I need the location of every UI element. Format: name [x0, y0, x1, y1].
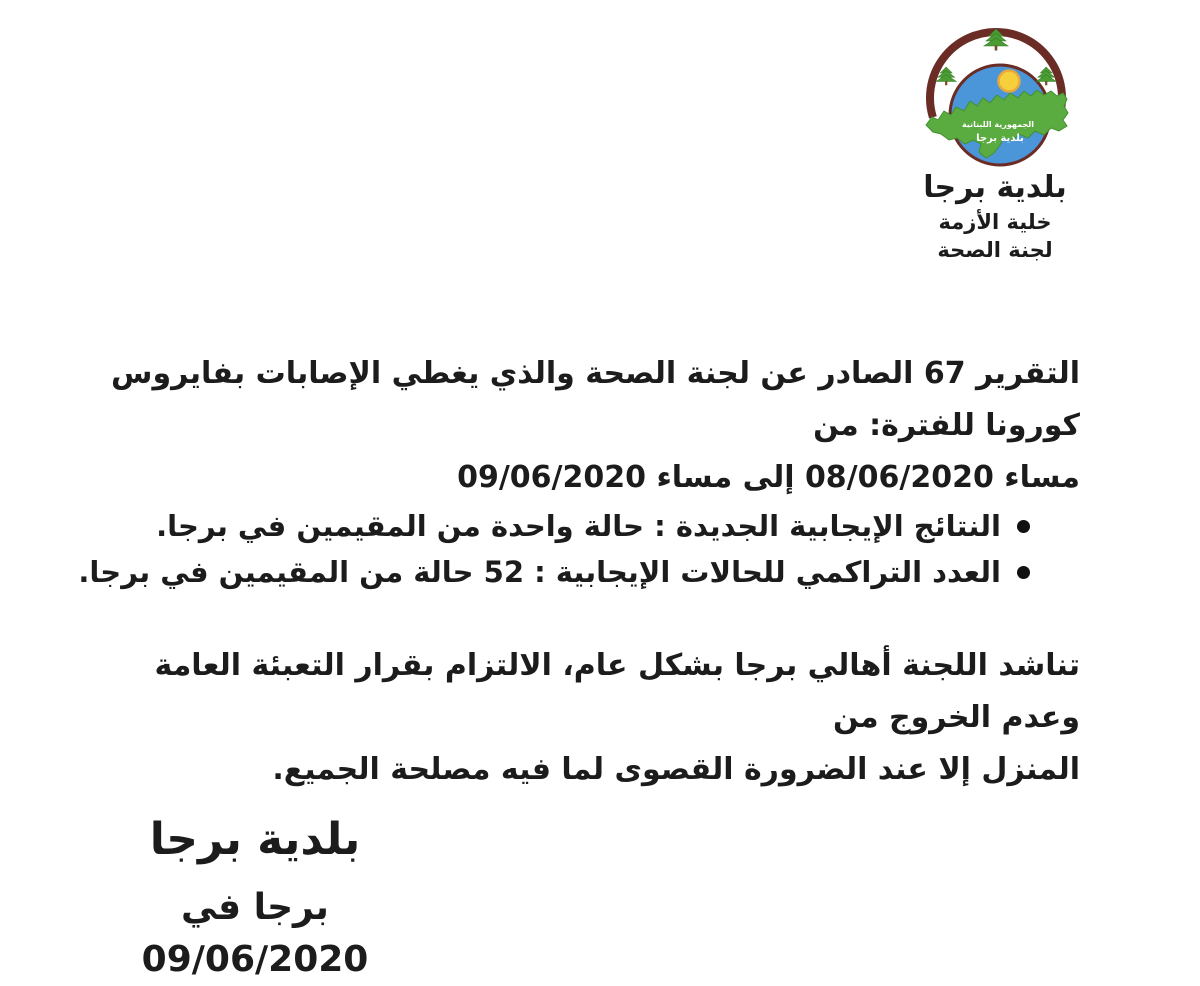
report-title-paragraph	[98, 348, 1080, 504]
crisis-cell-title: خلية الأزمة	[938, 210, 1052, 234]
bullet-marker-icon	[1017, 520, 1030, 533]
org-name-title: بلدية برجا	[923, 170, 1067, 205]
sun-icon	[999, 71, 1020, 92]
report-title-line-1: التقرير 67 الصادر عن لجنة الصحة والذي يغطي الإصابات بفايروس كورونا للفترة: من	[111, 356, 1080, 443]
appeal-line-2: المنزل إلا عند الضرورة القصوى لما فيه مصلحة الجميع.	[272, 752, 1080, 787]
logo-republic-text: الجمهورية اللبنانية	[961, 120, 1035, 129]
signature-date-line: برجا في 09/06/2020	[141, 887, 369, 980]
new-positive-cases-text: النتائج الإيجابية الجديدة : حالة واحدة من المقيمين في برجا.	[156, 509, 1001, 543]
cumulative-cases-text: العدد التراكمي للحالات الإيجابية : 52 حالة من المقيمين في برجا.	[78, 555, 1001, 589]
results-bullet-list	[78, 503, 1080, 595]
list-item	[78, 549, 1030, 595]
report-title-line-2: مساء 08/06/2020 إلى مساء 09/06/2020	[457, 460, 1080, 495]
signature-org-name: بلدية برجا	[149, 814, 361, 865]
bullet-marker-icon	[1017, 566, 1030, 579]
appeal-paragraph	[98, 640, 1080, 796]
health-committee-title: لجنة الصحة	[937, 238, 1053, 262]
appeal-line-1: تناشد اللجنة أهالي برجا بشكل عام، الالتزام بقرار التعبئة العامة وعدم الخروج من	[154, 648, 1080, 735]
letterhead-block	[875, 168, 1115, 264]
list-item	[98, 503, 1030, 549]
municipality-emblem-graphic	[920, 27, 1070, 167]
barja-municipality-logo	[920, 27, 1070, 167]
logo-municipality-text: بلدية برجا	[976, 133, 1024, 144]
